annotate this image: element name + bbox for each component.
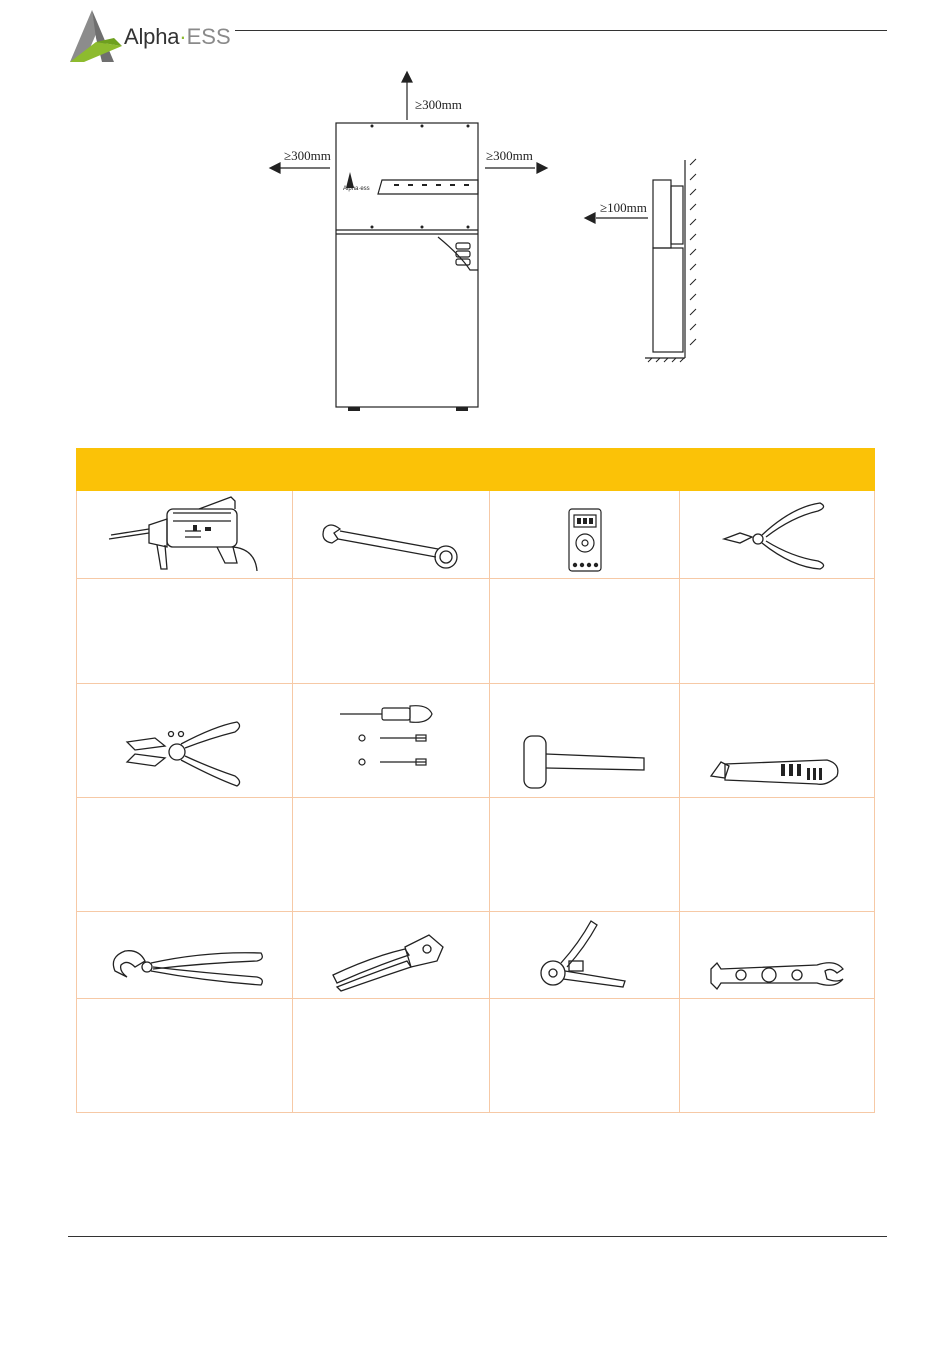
brand-dot: · <box>179 24 187 49</box>
wire-stripper-icon <box>125 716 245 792</box>
multimeter-icon <box>565 507 605 573</box>
tool-label <box>77 999 293 1113</box>
tool-label <box>77 579 293 684</box>
table-cell <box>680 491 875 579</box>
table-header-cell <box>77 449 293 491</box>
header-divider <box>235 30 887 31</box>
clearance-side-label: ≥100mm <box>600 200 647 215</box>
table-row <box>77 579 875 684</box>
table-header-cell <box>680 449 875 491</box>
tool-label <box>490 579 680 684</box>
unit-logo-text: Alpha·ess <box>343 186 370 192</box>
tool-label <box>293 798 490 912</box>
clearance-top-label: ≥300mm <box>415 97 462 112</box>
tool-label <box>293 579 490 684</box>
table-cell <box>293 912 490 999</box>
table-cell <box>680 684 875 798</box>
clearance-left-label: ≥300mm <box>284 148 331 163</box>
diagonal-pliers-icon <box>722 497 832 573</box>
table-cell <box>293 684 490 798</box>
tool-label <box>490 999 680 1113</box>
table-cell <box>293 491 490 579</box>
brand-name: Alpha <box>124 24 180 49</box>
brand-suffix: ESS <box>186 24 231 49</box>
clearance-right-label: ≥300mm <box>486 148 533 163</box>
logo <box>66 8 231 66</box>
tool-label <box>680 579 875 684</box>
screwdriver-set-icon <box>336 690 446 770</box>
connector-wrench-icon <box>707 953 847 993</box>
table-cell <box>77 912 293 999</box>
tool-label <box>680 999 875 1113</box>
table-header-row <box>77 449 875 491</box>
footer-divider <box>68 1236 887 1237</box>
combination-wrench-icon <box>316 513 466 573</box>
table-row <box>77 912 875 999</box>
table-cell <box>490 684 680 798</box>
table-cell <box>77 684 293 798</box>
tool-label <box>77 798 293 912</box>
table-row <box>77 999 875 1113</box>
table-row <box>77 491 875 579</box>
alpha-ess-logo-icon <box>66 8 126 66</box>
crimping-tool-icon <box>331 927 451 993</box>
table-cell <box>490 491 680 579</box>
rubber-mallet-icon <box>520 732 650 792</box>
hammer-drill-icon <box>105 491 265 573</box>
tool-label <box>490 798 680 912</box>
table-cell <box>490 912 680 999</box>
tool-label <box>293 999 490 1113</box>
table-cell <box>77 491 293 579</box>
utility-knife-icon <box>707 754 847 792</box>
tool-label <box>680 798 875 912</box>
table-cell <box>680 912 875 999</box>
cable-cutter-icon <box>105 943 265 993</box>
tools-table <box>76 448 875 1113</box>
ferrule-crimper-icon <box>535 917 635 993</box>
table-header-cell <box>293 449 680 491</box>
table-row <box>77 684 875 798</box>
installation-clearance-diagram <box>260 70 710 415</box>
table-row <box>77 798 875 912</box>
